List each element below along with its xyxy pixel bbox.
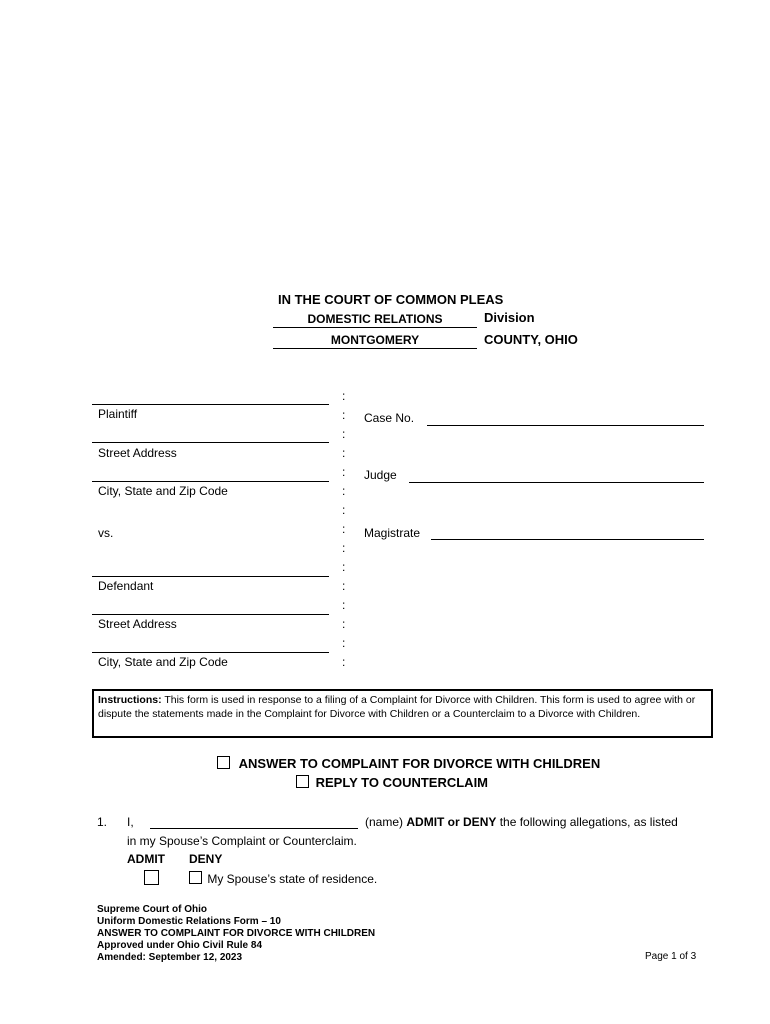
caption-colon: : <box>342 484 346 498</box>
caption-colon: : <box>342 408 346 422</box>
court-title: IN THE COURT OF COMMON PLEAS <box>278 292 504 307</box>
item-number: 1. <box>97 815 108 829</box>
caption-colon: : <box>342 617 346 631</box>
division-underline <box>273 327 477 328</box>
case-no-field[interactable] <box>427 425 704 426</box>
page-number: Page 1 of 3 <box>645 951 697 962</box>
plaintiff-city-line[interactable] <box>92 481 329 482</box>
admit-or-deny-text: ADMIT or DENY <box>406 815 497 829</box>
name-label: (name) <box>365 815 404 829</box>
magistrate-field[interactable] <box>431 539 704 540</box>
plaintiff-street-line[interactable] <box>92 442 329 443</box>
judge-label: Judge <box>364 468 397 482</box>
caption-colon: : <box>342 389 346 403</box>
defendant-city-line[interactable] <box>92 652 329 653</box>
reply-checkbox[interactable] <box>296 775 309 788</box>
allegation-text: My Spouse’s state of residence. <box>207 872 378 886</box>
caption-colon: : <box>342 427 346 441</box>
caption-colon: : <box>342 655 346 669</box>
caption-colon: : <box>342 598 346 612</box>
footer-line: Uniform Domestic Relations Form – 10 <box>97 916 281 927</box>
division-value[interactable]: DOMESTIC RELATIONS <box>307 312 443 326</box>
footer-line: Supreme Court of Ohio <box>97 904 207 915</box>
footer-line: Amended: September 12, 2023 <box>97 952 243 963</box>
admit-checkbox[interactable] <box>144 870 159 885</box>
magistrate-label: Magistrate <box>364 526 421 540</box>
caption-colon: : <box>342 636 346 650</box>
caption-colon: : <box>342 560 346 574</box>
footer-block <box>97 904 375 964</box>
instructions-box <box>92 689 713 738</box>
instructions-text: This form is used in response to a filing of a Complaint for Divorce with Children. This form is used to agree with or dispute the statements made in the Complaint for Divorce with Children or a Counterclaim to a Divorce with Children. <box>98 694 696 720</box>
division-label: Division <box>484 310 535 325</box>
caption-colon: : <box>342 579 346 593</box>
county-underline <box>273 348 477 349</box>
reply-title: REPLY TO COUNTERCLAIM <box>315 775 489 790</box>
deny-checkbox[interactable] <box>189 871 202 884</box>
item-line1-rest <box>365 815 678 829</box>
defendant-street-label: Street Address <box>98 617 177 631</box>
caption-colon: : <box>342 522 346 536</box>
answer-title: ANSWER TO COMPLAINT FOR DIVORCE WITH CHILDREN <box>238 756 601 771</box>
plaintiff-street-label: Street Address <box>98 446 177 460</box>
reply-title-row <box>296 775 488 790</box>
footer-line: Approved under Ohio Civil Rule 84 <box>97 940 263 951</box>
judge-field[interactable] <box>409 482 704 483</box>
defendant-street-line[interactable] <box>92 614 329 615</box>
defendant-line[interactable] <box>92 576 329 577</box>
instructions-label: Instructions: <box>98 694 162 706</box>
admit-header: ADMIT <box>127 852 165 866</box>
caption-colon: : <box>342 465 346 479</box>
county-value[interactable]: MONTGOMERY <box>330 333 420 347</box>
vs-label: vs. <box>98 526 114 540</box>
plaintiff-label: Plaintiff <box>98 407 138 421</box>
case-no-label: Case No. <box>364 411 415 425</box>
name-field[interactable] <box>150 828 358 829</box>
caption-colon: : <box>342 446 346 460</box>
answer-checkbox[interactable] <box>217 756 230 769</box>
footer-line: ANSWER TO COMPLAINT FOR DIVORCE WITH CHILDREN <box>97 928 376 939</box>
allegation-row <box>189 871 377 886</box>
defendant-city-label: City, State and Zip Code <box>98 655 228 669</box>
county-label: COUNTY, OHIO <box>484 332 578 347</box>
item-i-label: I, <box>127 815 134 829</box>
plaintiff-line[interactable] <box>92 404 329 405</box>
caption-colon: : <box>342 541 346 555</box>
answer-title-row <box>217 756 600 771</box>
plaintiff-city-label: City, State and Zip Code <box>98 484 228 498</box>
item-line2: in my Spouse’s Complaint or Counterclaim. <box>127 834 357 848</box>
defendant-label: Defendant <box>98 579 154 593</box>
deny-header: DENY <box>189 852 223 866</box>
caption-colon: : <box>342 503 346 517</box>
item-text-end: the following allegations, as listed <box>499 815 678 829</box>
